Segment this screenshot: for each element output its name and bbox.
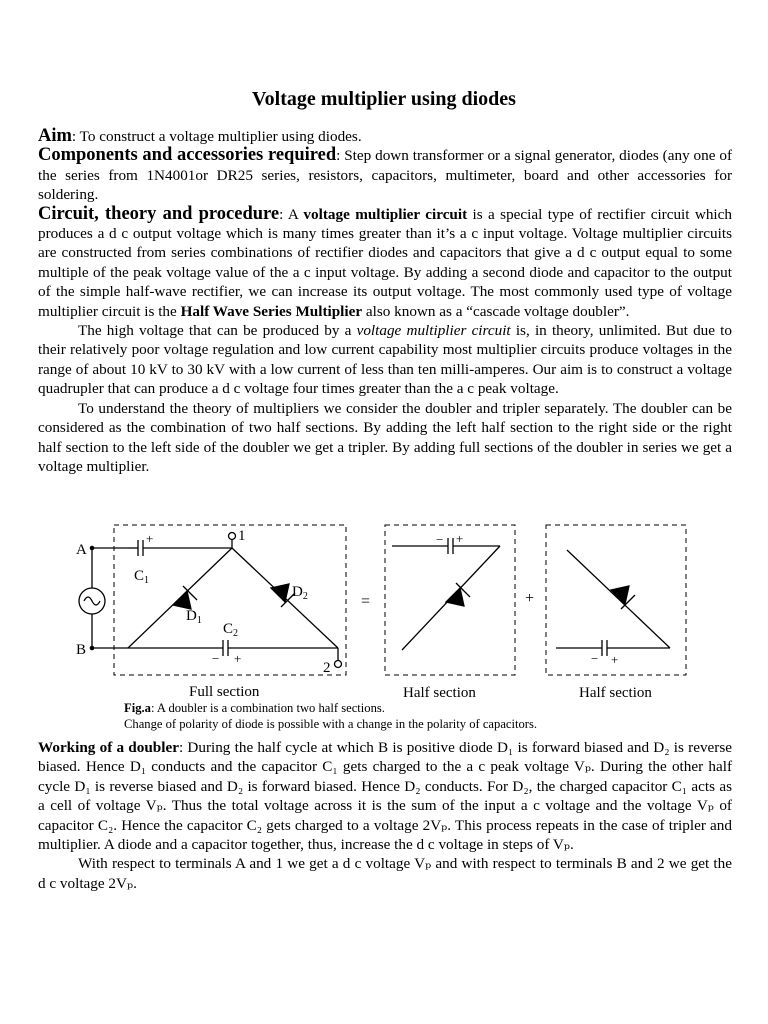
node-2-label: 2 — [323, 660, 331, 676]
diode-d1 — [128, 548, 232, 648]
theory-paragraph: To understand the theory of multipliers we consider the doubler and tripler separately. The doubler can be considered as the combination of two half sections. By adding the left half section to the right side or the right half section to the left side of the doubler we get a tripler. By adding full sections of the doubler in series we get a voltage multiplier. — [38, 399, 732, 475]
node-a-dot — [90, 546, 95, 551]
d2-label: $D_2$ — [292, 584, 308, 602]
caption-fig-label: Fig.a — [124, 701, 151, 715]
circuit-bold-1: voltage multiplier circuit — [303, 205, 468, 223]
half-left-minus: − — [436, 532, 444, 547]
full-section-label: Full section — [189, 684, 260, 700]
aim-text: : To construct a voltage multiplier using diodes. — [71, 128, 362, 145]
circuit-bold-2: Half Wave Series Multiplier — [180, 302, 363, 320]
para2-text-2: is, in theory, unlimited. But due to their relatively poor voltage regulation and low current capability most multiplier circuits produce voltages in the range of about 10 kV to 30 kV with a low current of less than ten milli-amperes. Our aim is to construct a voltage quadrupler that can produce a d c voltage four times greater than the a c peak voltage. — [38, 322, 732, 398]
node-a-label: A — [76, 542, 87, 558]
para2-text-1: The high voltage that can be produced by a — [78, 322, 357, 340]
intro-section — [38, 127, 732, 476]
half-section-left-circuit — [392, 538, 500, 650]
c2-label: $C_2$ — [223, 621, 239, 639]
half-right-minus: − — [591, 651, 599, 666]
node-2-terminal — [335, 661, 342, 668]
circuit-text-3: also known as a “cascade voltage doubler”. — [362, 302, 630, 320]
half-left-plus: + — [456, 531, 464, 546]
components-heading: Components and accessories required — [38, 145, 337, 166]
node-b-dot — [90, 646, 95, 651]
c2-minus-sign: − — [212, 651, 220, 666]
d1-label: $D_1$ — [186, 608, 202, 626]
components-text: : Step down transformer or a signal generator, diodes (any one of the series from 1N4001or DR25 series, resistors, capacitors, multimeter, board and other accessories for soldering. — [38, 147, 733, 204]
half-section-label-right: Half section — [579, 685, 652, 700]
sine-wave-icon — [84, 597, 100, 605]
high-voltage-paragraph — [38, 321, 732, 399]
half-section-label-left: Half section — [403, 685, 476, 700]
working-text: : During the half cycle at which B is positive diode D₁ is forward biased and D₂ is reverse biased. Hence D₁ conducts and the capacitor C₁ gets charged to the a c peak voltage Vₚ. During the other half cycle D₁ is reverse biased and D₂ is forward biased. Hence D₂ conducts. For D₂, the charged capacitor C₁ acts as a cell of voltage Vₚ. Thus the total voltage across it is the sum of the input a c voltage and the voltage Vₚ of capacitor C₂. Hence the capacitor C₂ gets charged to a voltage 2Vₚ. This process repeats in the case of tripler and multiplier. A diode and a capacitor together, thus, increase the d c voltage in steps of Vₚ. — [38, 739, 732, 854]
c1-plus-sign: + — [146, 531, 154, 546]
terminals-paragraph: With respect to terminals A and 1 we get a d c voltage Vₚ and with respect to terminals B and 2 we get the d c voltage 2Vₚ. — [38, 855, 732, 892]
half-right-plus: + — [611, 652, 619, 667]
aim-paragraph — [38, 127, 732, 146]
working-heading: Working of a doubler — [38, 739, 179, 756]
c1-label: $C_1$ — [134, 568, 150, 586]
page-title: Voltage multiplier using diodes — [252, 88, 516, 110]
half-section-right-circuit — [556, 550, 670, 656]
figure-caption — [124, 700, 537, 732]
circuit-heading: Circuit, theory and procedure — [38, 203, 280, 224]
node-1-terminal — [229, 533, 236, 540]
para2-italic: voltage multiplier circuit — [356, 322, 511, 340]
circuit-text-1: : A — [279, 205, 304, 223]
plus-sign: + — [525, 590, 535, 607]
caption-line-2: Change of polarity of diode is possible with a change in the polarity of capacitors. — [124, 717, 538, 731]
caption-text-1: : A doubler is a combination two half sections. — [150, 701, 385, 715]
components-paragraph — [38, 146, 732, 204]
node-1-label: 1 — [238, 528, 246, 544]
aim-heading: Aim — [38, 126, 72, 146]
doubler-circuit-figure — [70, 520, 700, 700]
ac-source-wiring — [79, 548, 128, 648]
working-paragraph — [38, 738, 732, 854]
circuit-text-2: is a special type of rectifier circuit which produces a d c output voltage which is many times greater than it’s a c input voltage. Voltage multiplier circuits are constructed from series combinations of rectifier diodes and capacitors that give a d c output equal to some multiple of the peak voltage value of the a c input voltage. By adding a second diode and capacitor to the output of the simple half-wave rectifier, we can increase its output voltage. The most commonly used type of voltage multiplier circuit is the — [38, 205, 732, 320]
c2-plus-sign: + — [234, 651, 242, 666]
capacitor-c2 — [128, 640, 338, 660]
circuit-paragraph — [38, 205, 732, 321]
node-b-label: B — [76, 642, 87, 658]
capacitor-c1 — [128, 540, 232, 556]
working-section — [38, 738, 732, 893]
caption-line-1 — [124, 700, 537, 716]
diode-d2 — [232, 548, 338, 648]
equals-sign: = — [361, 593, 371, 610]
